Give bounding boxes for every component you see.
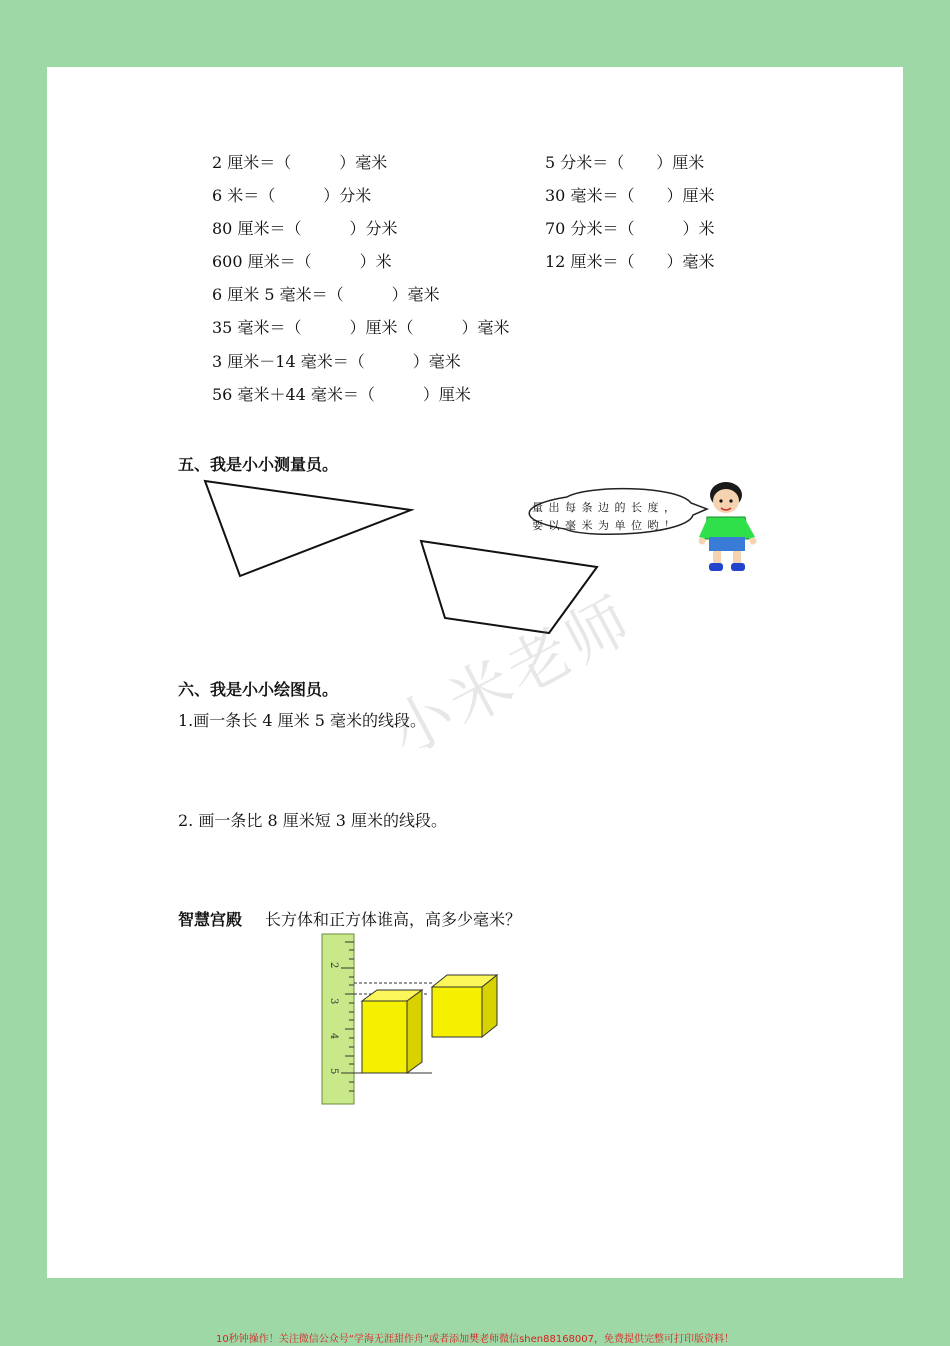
bubble-line-2: 要 以 毫 米 为 单 位 哟 ！ [532, 519, 676, 532]
conversion-left-5: 6 厘米 5 毫米＝（ ）毫米 [212, 285, 440, 304]
section6-title: 六、我是小小绘图员。 [178, 680, 339, 699]
bubble-line-1: 量 出 每 条 边 的 长 度 ， [532, 501, 676, 514]
conversion-right-1: 5 分米＝（ ）厘米 [545, 153, 705, 172]
conversion-right-4: 12 厘米＝（ ）毫米 [545, 252, 715, 271]
measurement-shapes [47, 67, 903, 667]
section6-task2: 2. 画一条比 8 厘米短 3 厘米的线段。 [178, 811, 448, 830]
conversion-right-2: 30 毫米＝（ ）厘米 [545, 186, 715, 205]
ruler-and-cubes [317, 932, 517, 1112]
ruler-tick-4: 4 [328, 1033, 339, 1040]
watermark: 小米老师 [377, 581, 646, 771]
ruler-tick-2: 2 [328, 962, 339, 969]
conversion-left-7: 3 厘米－14 毫米＝（ ）毫米 [212, 352, 461, 371]
wisdom-question: 长方体和正方体谁高，高多少毫米？ [265, 910, 522, 929]
conversion-right-3: 70 分米＝（ ）米 [545, 219, 715, 238]
conversion-left-3: 80 厘米＝（ ）分米 [212, 219, 398, 238]
ruler-tick-3: 3 [328, 998, 339, 1005]
section6-task1: 1.画一条长 4 厘米 5 毫米的线段。 [178, 711, 426, 730]
triangle-shape [205, 481, 411, 576]
conversion-left-1: 2 厘米＝（ ）毫米 [212, 153, 388, 172]
conversion-left-2: 6 米＝（ ）分米 [212, 186, 372, 205]
conversion-left-6: 35 毫米＝（ ）厘米（ ）毫米 [212, 318, 510, 337]
ruler-tick-5: 5 [328, 1068, 339, 1075]
conversion-left-4: 600 厘米＝（ ）米 [212, 252, 392, 271]
cube [432, 975, 497, 1037]
boy-illustration [697, 481, 767, 577]
conversion-left-8: 56 毫米＋44 毫米＝（ ）厘米 [212, 385, 471, 404]
worksheet-page [47, 67, 903, 1278]
cuboid [362, 990, 422, 1073]
footer-note: 10秒钟操作！关注微信公众号“学海无涯甜作舟”或者添加樊老师微信shen88168007，免费提供完整可打印版资料！ [215, 1334, 735, 1345]
section5-title: 五、我是小小测量员。 [178, 455, 339, 474]
wisdom-label: 智慧宫殿 [178, 910, 243, 929]
